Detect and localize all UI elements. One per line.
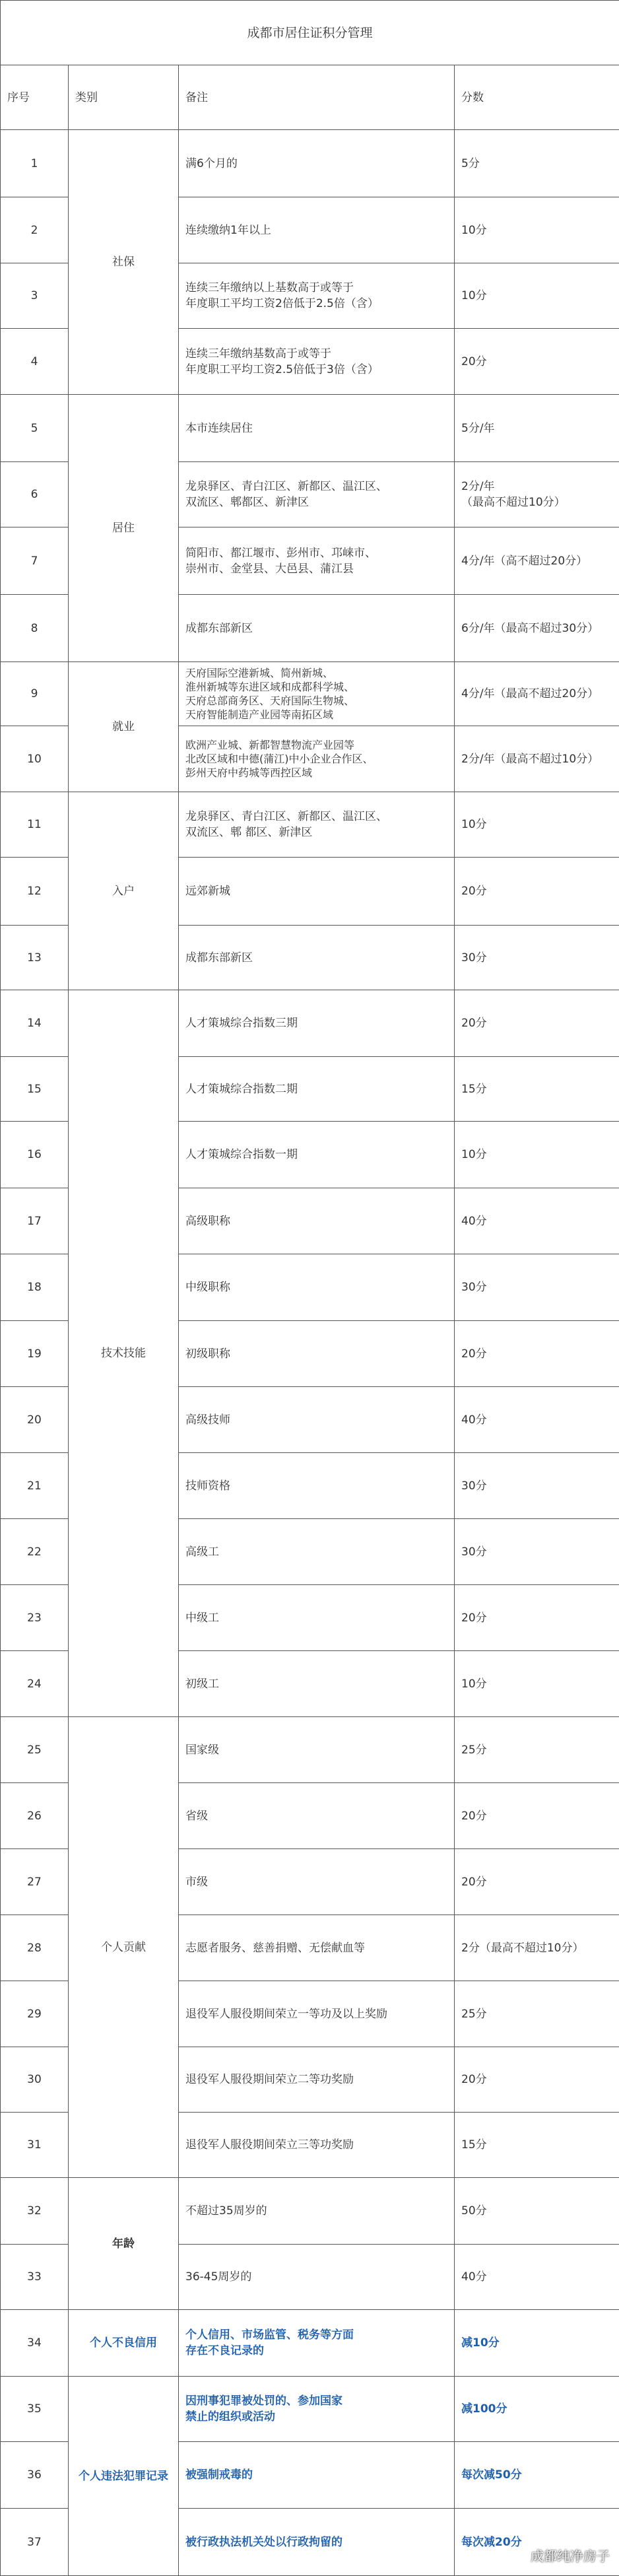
row-16-score: 10分 (454, 1121, 619, 1188)
row-10-note: 欧洲产业城、新都智慧物流产业园等 北改区域和中德(蒲江)中小企业合作区、 彭州天府中药城等西控区域 (178, 726, 455, 792)
table-title: 成都市居住证积分管理 (0, 0, 619, 65)
row-21-note: 技师资格 (178, 1452, 455, 1519)
row-31-note: 退役军人服役期间荣立三等功奖励 (178, 2112, 455, 2178)
row-22-no: 22 (0, 1518, 69, 1585)
row-3-no: 3 (0, 263, 69, 329)
row-11-note: 龙泉驿区、青白江区、新都区、温江区、 双流区、郫 都区、新津区 (178, 792, 455, 858)
row-28-note: 志愿者服务、慈善捐赠、无偿献血等 (178, 1915, 455, 1981)
row-14-score: 20分 (454, 990, 619, 1057)
row-12-no: 12 (0, 857, 69, 926)
row-33-note: 36-45周岁的 (178, 2244, 455, 2310)
row-17-note: 高级职称 (178, 1188, 455, 1254)
row-22-note: 高级工 (178, 1518, 455, 1585)
category-2: 居住 (68, 394, 179, 662)
row-23-score: 20分 (454, 1584, 619, 1651)
row-8-note: 成都东部新区 (178, 594, 455, 662)
row-31-score: 15分 (454, 2112, 619, 2178)
row-34-score: 减10分 (454, 2309, 619, 2377)
row-28-no: 28 (0, 1915, 69, 1981)
row-5-no: 5 (0, 394, 69, 462)
row-32-note: 不超过35周岁的 (178, 2177, 455, 2245)
row-15-note: 人才策城综合指数二期 (178, 1056, 455, 1122)
row-6-score: 2分/年 （最高不超过10分） (454, 461, 619, 527)
row-6-no: 6 (0, 461, 69, 527)
row-20-no: 20 (0, 1386, 69, 1453)
row-37-score: 每次减20分 (454, 2508, 619, 2576)
category-4: 入户 (68, 792, 179, 990)
row-11-score: 10分 (454, 792, 619, 858)
watermark: 成都纯净房子 (531, 2548, 610, 2564)
row-29-no: 29 (0, 1981, 69, 2047)
row-26-score: 20分 (454, 1782, 619, 1849)
row-1-no: 1 (0, 129, 69, 197)
row-24-score: 10分 (454, 1650, 619, 1717)
row-33-no: 33 (0, 2244, 69, 2310)
row-14-no: 14 (0, 990, 69, 1057)
category-5: 技术技能 (68, 990, 179, 1717)
row-36-no: 36 (0, 2441, 69, 2509)
row-30-note: 退役军人服役期间荣立二等功奖励 (178, 2047, 455, 2113)
category-6: 个人贡献 (68, 1716, 179, 2178)
row-4-score: 20分 (454, 328, 619, 395)
row-31-no: 31 (0, 2112, 69, 2178)
row-18-note: 中级职称 (178, 1254, 455, 1321)
row-27-no: 27 (0, 1848, 69, 1915)
row-25-no: 25 (0, 1716, 69, 1783)
row-25-note: 国家级 (178, 1716, 455, 1783)
row-37-note: 被行政执法机关处以行政拘留的 (178, 2508, 455, 2576)
row-17-no: 17 (0, 1188, 69, 1254)
row-9-no: 9 (0, 661, 69, 726)
row-16-no: 16 (0, 1121, 69, 1188)
row-1-note: 满6个月的 (178, 129, 455, 197)
row-9-score: 4分/年（最高不超过20分） (454, 661, 619, 726)
row-27-score: 20分 (454, 1848, 619, 1915)
row-24-no: 24 (0, 1650, 69, 1717)
category-1: 社保 (68, 129, 179, 395)
row-6-note: 龙泉驿区、青白江区、新都区、温江区、 双流区、郫都区、新津区 (178, 461, 455, 527)
row-23-note: 中级工 (178, 1584, 455, 1651)
row-34-no: 34 (0, 2309, 69, 2377)
row-13-note: 成都东部新区 (178, 925, 455, 990)
row-13-no: 13 (0, 925, 69, 990)
row-32-no: 32 (0, 2177, 69, 2245)
row-35-no: 35 (0, 2376, 69, 2442)
row-32-score: 50分 (454, 2177, 619, 2245)
row-17-score: 40分 (454, 1188, 619, 1254)
row-30-score: 20分 (454, 2047, 619, 2113)
row-12-note: 远郊新城 (178, 857, 455, 926)
row-7-note: 简阳市、都江堰市、彭州市、邛崃市、 崇州市、金堂县、大邑县、蒲江县 (178, 527, 455, 595)
header-note: 备注 (178, 65, 455, 130)
category-8: 个人不良信用 (68, 2309, 179, 2377)
row-20-score: 40分 (454, 1386, 619, 1453)
row-26-note: 省级 (178, 1782, 455, 1849)
row-18-score: 30分 (454, 1254, 619, 1321)
row-3-note: 连续三年缴纳以上基数高于或等于 年度职工平均工资2倍低于2.5倍（含） (178, 263, 455, 329)
row-26-no: 26 (0, 1782, 69, 1849)
row-24-note: 初级工 (178, 1650, 455, 1717)
row-4-note: 连续三年缴纳基数高于或等于 年度职工平均工资2.5倍低于3倍（含） (178, 328, 455, 395)
row-36-note: 被强制戒毒的 (178, 2441, 455, 2509)
row-2-no: 2 (0, 197, 69, 263)
row-14-note: 人才策城综合指数三期 (178, 990, 455, 1057)
row-35-note: 因刑事犯罪被处罚的、参加国家 禁止的组织或活动 (178, 2376, 455, 2442)
row-5-score: 5分/年 (454, 394, 619, 462)
row-7-no: 7 (0, 527, 69, 595)
row-29-note: 退役军人服役期间荣立一等功及以上奖励 (178, 1981, 455, 2047)
row-10-no: 10 (0, 726, 69, 792)
row-20-note: 高级技师 (178, 1386, 455, 1453)
row-22-score: 30分 (454, 1518, 619, 1585)
row-12-score: 20分 (454, 857, 619, 926)
row-2-score: 10分 (454, 197, 619, 263)
row-5-note: 本市连续居住 (178, 394, 455, 462)
row-19-score: 20分 (454, 1320, 619, 1387)
row-2-note: 连续缴纳1年以上 (178, 197, 455, 263)
row-19-note: 初级职称 (178, 1320, 455, 1387)
row-27-note: 市级 (178, 1848, 455, 1915)
row-37-no: 37 (0, 2508, 69, 2576)
row-15-score: 15分 (454, 1056, 619, 1122)
row-25-score: 25分 (454, 1716, 619, 1783)
row-34-note: 个人信用、市场监管、税务等方面 存在不良记录的 (178, 2309, 455, 2377)
row-7-score: 4分/年（高不超过20分） (454, 527, 619, 595)
row-35-score: 减100分 (454, 2376, 619, 2442)
header-score: 分数 (454, 65, 619, 130)
row-4-no: 4 (0, 328, 69, 395)
row-36-score: 每次减50分 (454, 2441, 619, 2509)
row-13-score: 30分 (454, 925, 619, 990)
header-no: 序号 (0, 65, 69, 130)
row-9-note: 天府国际空港新城、简州新城、 淮州新城等东进区域和成都科学城、 天府总部商务区、天府国际生物城、 天府智能制造产业园等南拓区域 (178, 661, 455, 726)
row-28-score: 2分（最高不超过10分） (454, 1915, 619, 1981)
category-7: 年龄 (68, 2177, 179, 2310)
header-category: 类别 (68, 65, 179, 130)
row-8-no: 8 (0, 594, 69, 662)
row-21-score: 30分 (454, 1452, 619, 1519)
row-16-note: 人才策城综合指数一期 (178, 1121, 455, 1188)
row-33-score: 40分 (454, 2244, 619, 2310)
row-18-no: 18 (0, 1254, 69, 1321)
category-3: 就业 (68, 661, 179, 792)
row-1-score: 5分 (454, 129, 619, 197)
row-3-score: 10分 (454, 263, 619, 329)
row-15-no: 15 (0, 1056, 69, 1122)
row-21-no: 21 (0, 1452, 69, 1519)
row-29-score: 25分 (454, 1981, 619, 2047)
row-8-score: 6分/年（最高不超过30分） (454, 594, 619, 662)
row-11-no: 11 (0, 792, 69, 858)
row-23-no: 23 (0, 1584, 69, 1651)
row-10-score: 2分/年（最高不超过10分） (454, 726, 619, 792)
row-30-no: 30 (0, 2047, 69, 2113)
category-9: 个人违法犯罪记录 (68, 2376, 179, 2576)
row-19-no: 19 (0, 1320, 69, 1387)
